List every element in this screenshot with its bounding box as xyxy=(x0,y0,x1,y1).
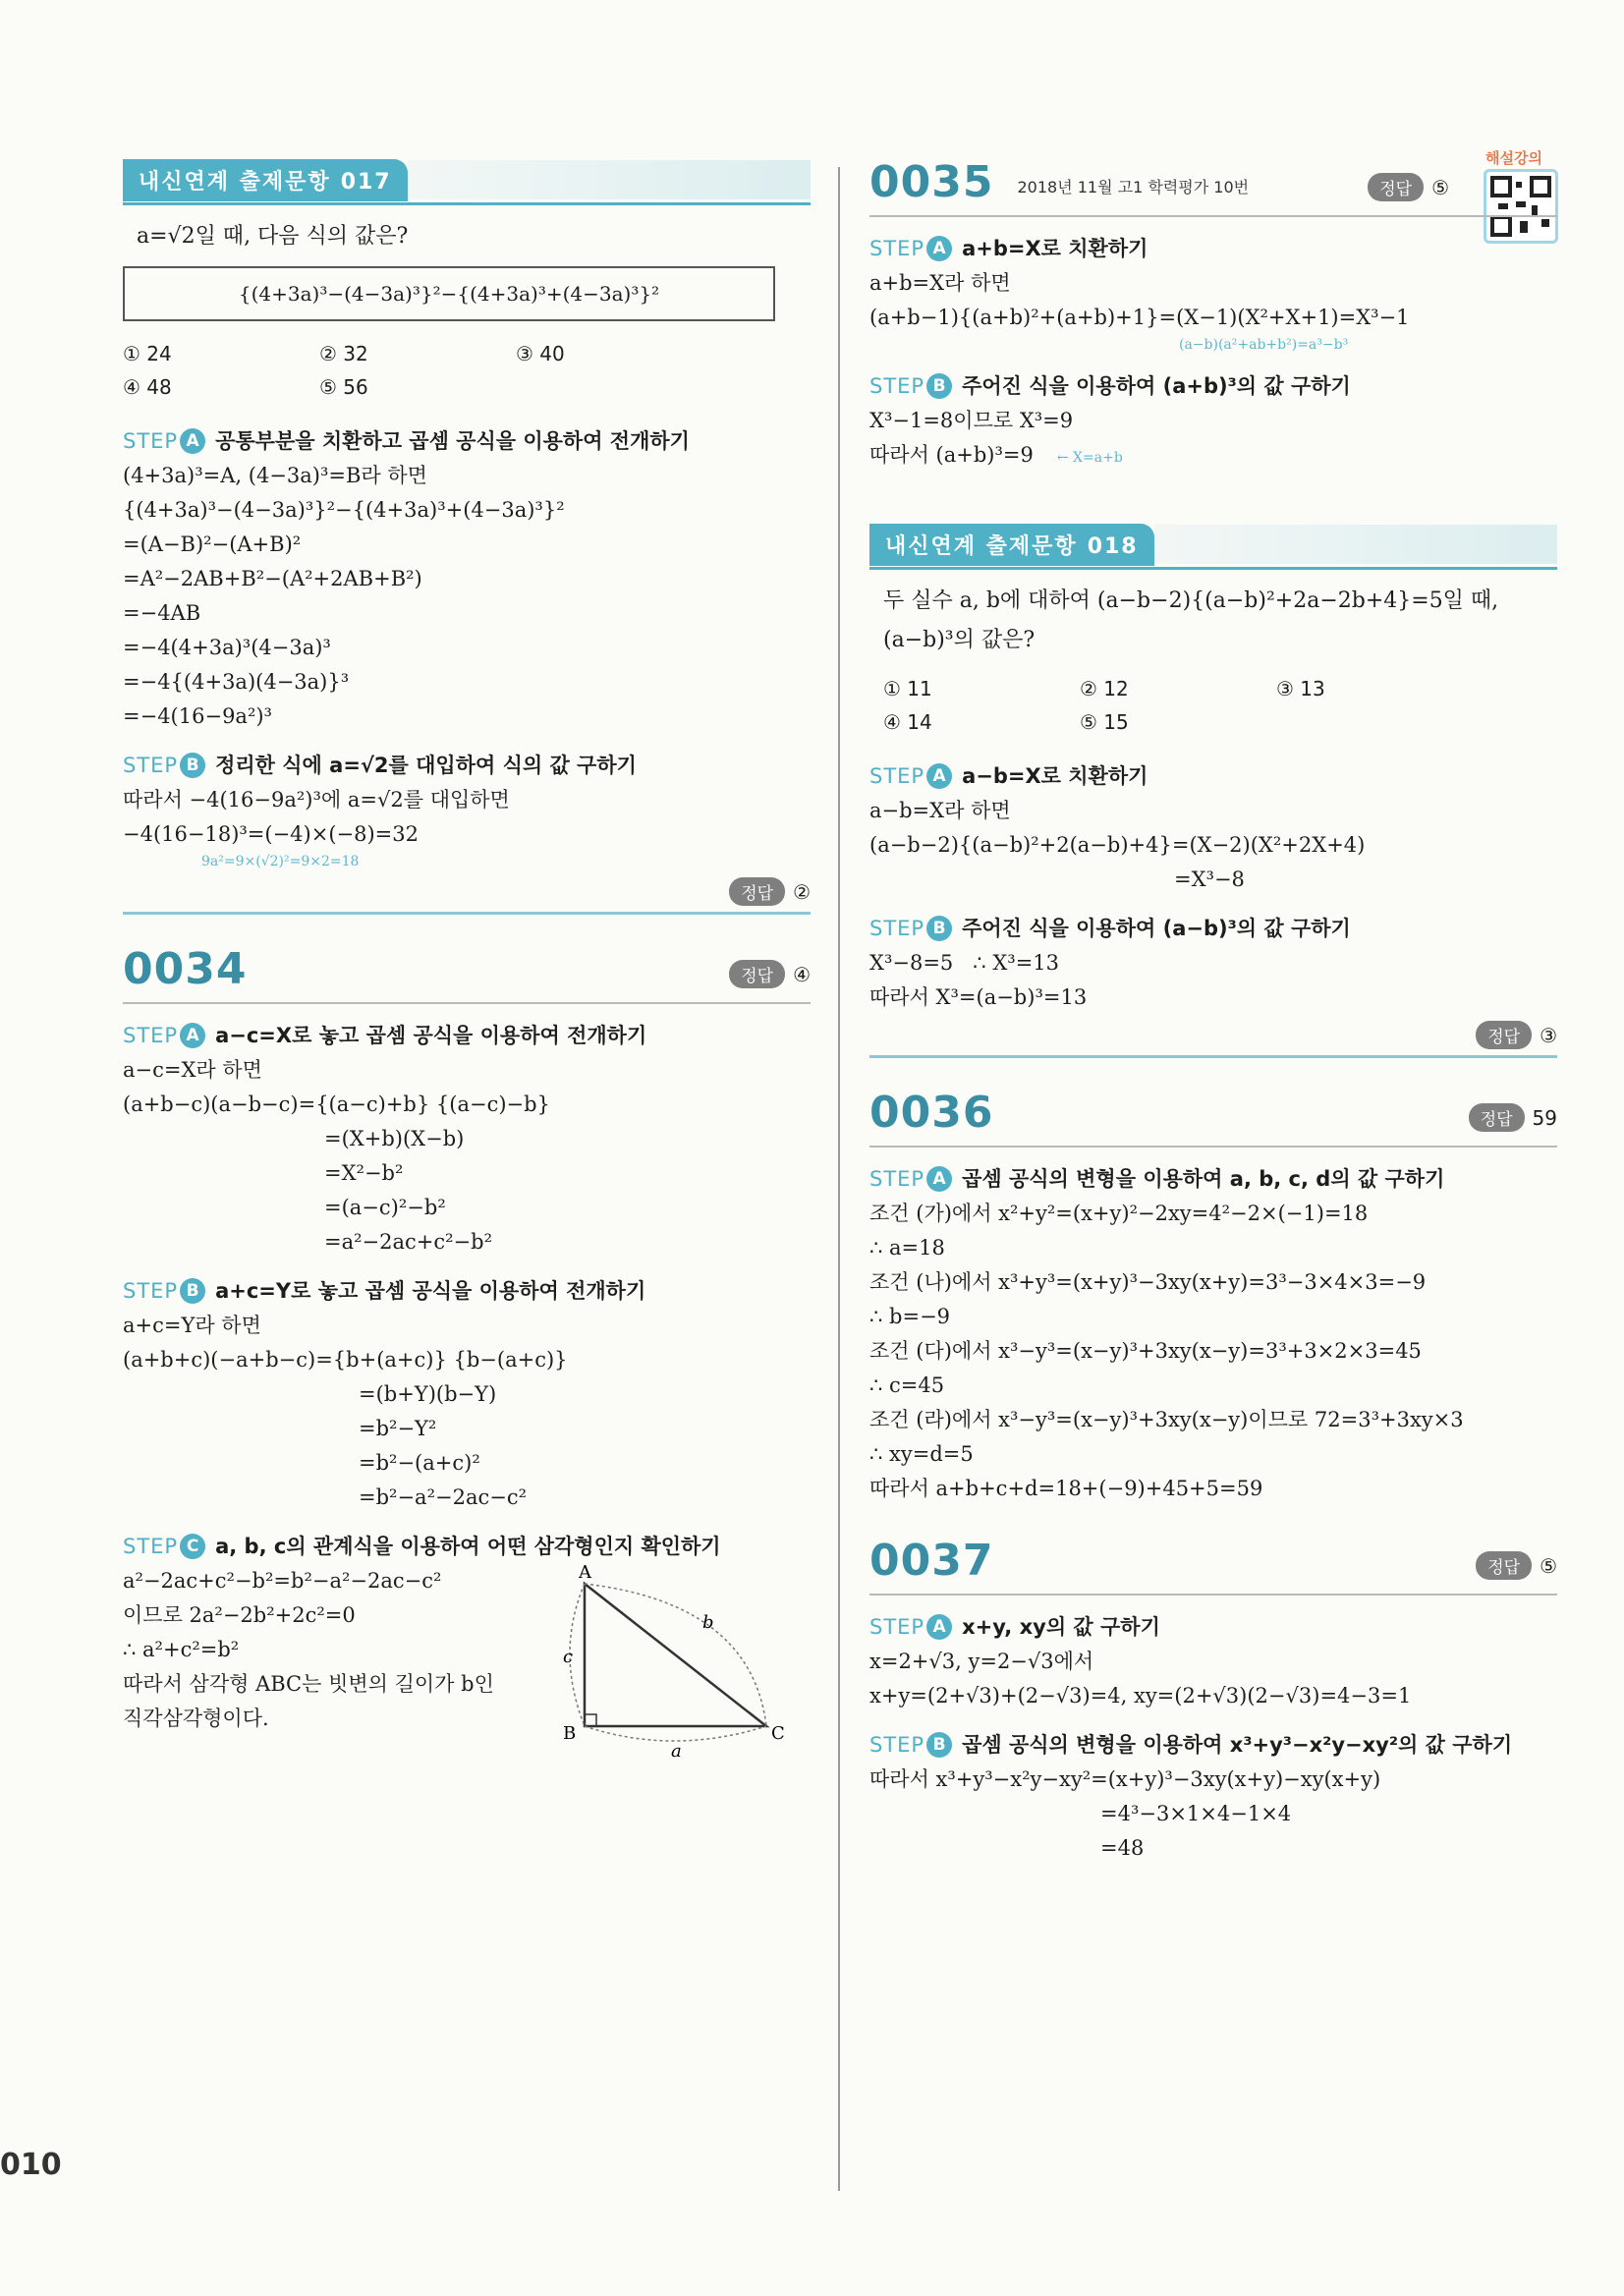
answer-badge: 정답 xyxy=(1469,1103,1525,1132)
step-heading: STEP A a−b=X로 치환하기 xyxy=(869,764,1148,788)
choice-5[interactable]: ⑤ 15 xyxy=(1080,710,1129,734)
problem-header xyxy=(869,157,1557,217)
side-note: 9a²=9×(√2)²=9×2=18 xyxy=(201,854,360,869)
solution-line: (a+b+c)(−a+b−c)={b+(a+c)} {b−(a+c)} xyxy=(123,1348,568,1372)
banner-tab: 내신연계 출제문항 018 xyxy=(869,524,1154,566)
problem-source: 2018년 11월 고1 학력평가 10번 xyxy=(1017,178,1250,196)
column-divider xyxy=(838,167,840,2191)
solution-line: X³−8=5 ∴ X³=13 xyxy=(869,951,1060,975)
related-problem-banner xyxy=(123,157,811,205)
solution-line: =b²−(a+c)² xyxy=(359,1451,480,1475)
solution-line: x+y=(2+√3)+(2−√3)=4, xy=(2+√3)(2−√3)=4−3=1 xyxy=(869,1684,1412,1708)
question-prompt: a=√2일 때, 다음 식의 값은? xyxy=(137,224,409,249)
problem-number: 0037 xyxy=(869,1536,994,1586)
solution-line: 이므로 2a²−2b²+2c²=0 xyxy=(123,1603,356,1627)
step-heading: STEP A x+y, xy의 값 구하기 xyxy=(869,1615,1160,1639)
problem-header xyxy=(123,944,811,1004)
side-b-label: b xyxy=(702,1612,714,1633)
problem-header xyxy=(869,1088,1557,1148)
choice-3[interactable]: ③ 40 xyxy=(516,342,565,365)
problem-number: 0036 xyxy=(869,1088,994,1138)
solution-line: a−b=X라 하면 xyxy=(869,799,1011,822)
answer-badge: 정답 xyxy=(1368,173,1424,201)
choice-2[interactable]: ② 12 xyxy=(1080,677,1129,700)
qr-label: 해설강의 xyxy=(1485,149,1542,167)
solution-line: ∴ a=18 xyxy=(869,1236,945,1260)
solution-line: =−4{(4+3a)(4−3a)}³ xyxy=(123,670,350,694)
solution-line: 조건 (가)에서 x²+y²=(x+y)²−2xy=4²−2×(−1)=18 xyxy=(869,1202,1369,1225)
choice-4[interactable]: ④ 48 xyxy=(123,375,172,399)
solution-line: =b²−a²−2ac−c² xyxy=(359,1485,528,1509)
step-heading: STEP A a+b=X로 치환하기 xyxy=(869,237,1148,260)
solution-line: 따라서 x³+y³−x²y−xy²=(x+y)³−3xy(x+y)−xy(x+y) xyxy=(869,1767,1381,1791)
solution-line: =A²−2AB+B²−(A²+2AB+B²) xyxy=(123,567,422,590)
problem-header xyxy=(869,1536,1557,1596)
answer-value: ② xyxy=(793,879,811,904)
banner-tab: 내신연계 출제문항 017 xyxy=(123,159,408,201)
solution-line: 조건 (라)에서 x³−y³=(x−y)³+3xy(x−y)이므로 72=3³+3xy×3 xyxy=(869,1408,1464,1431)
solution-line: X³−1=8이므로 X³=9 xyxy=(869,409,1074,432)
answer-row xyxy=(869,1021,1557,1049)
side-c-label: c xyxy=(563,1647,574,1667)
solution-line: (a−b−2){(a−b)²+2(a−b)+4}=(X−2)(X²+2X+4) xyxy=(869,833,1366,857)
answer-badge: 정답 xyxy=(729,960,785,988)
side-a-label: a xyxy=(671,1741,682,1761)
solution-line: a−c=X라 하면 xyxy=(123,1058,262,1082)
solution-line: =b²−Y² xyxy=(359,1417,437,1440)
vertex-a-label: A xyxy=(579,1564,591,1583)
solution-line: a+b=X라 하면 xyxy=(869,271,1011,295)
page-number: 010 xyxy=(0,2148,62,2182)
solution-line: =X³−8 xyxy=(1174,868,1245,891)
answer-value: ④ xyxy=(793,962,811,986)
solution-line: =(a−c)²−b² xyxy=(324,1196,446,1219)
expression-box: {(4+3a)³−(4−3a)³}²−{(4+3a)³+(4−3a)³}² xyxy=(123,266,775,321)
side-note: ← X=a+b xyxy=(1056,450,1123,466)
solution-line: =48 xyxy=(1100,1836,1145,1860)
question-prompt: (a−b)³의 값은? xyxy=(883,628,1036,652)
side-note: (a−b)(a²+ab+b²)=a³−b³ xyxy=(1179,337,1349,353)
solution-line: (4+3a)³=A, (4−3a)³=B라 하면 xyxy=(123,464,427,487)
problem-number: 0035 xyxy=(869,157,994,207)
answer-badge: 정답 xyxy=(1476,1551,1532,1580)
triangle-section xyxy=(123,1564,811,1761)
solution-line: 따라서 삼각형 ABC는 빗변의 길이가 b인 xyxy=(123,1672,494,1696)
solution-line: 조건 (다)에서 x³−y³=(x−y)³+3xy(x−y)=3³+3×2×3=45 xyxy=(869,1339,1422,1363)
answer-value: ⑤ xyxy=(1431,175,1449,199)
step-heading: STEP B 곱셈 공식의 변형을 이용하여 x³+y³−x²y−xy²의 값 구하기 xyxy=(869,1733,1513,1757)
answer-badge: 정답 xyxy=(1476,1021,1532,1049)
answer-value: 59 xyxy=(1532,1105,1557,1130)
solution-line: a+c=Y라 하면 xyxy=(123,1314,261,1337)
solution-line: 직각삼각형이다. xyxy=(123,1707,269,1730)
choice-4[interactable]: ④ 14 xyxy=(883,710,932,734)
answer-choices xyxy=(123,337,811,404)
solution-line: 따라서 a+b+c+d=18+(−9)+45+5=59 xyxy=(869,1477,1263,1500)
vertex-c-label: C xyxy=(771,1723,785,1744)
choice-2[interactable]: ② 32 xyxy=(319,342,368,365)
question-prompt: 두 실수 a, b에 대하여 (a−b−2){(a−b)²+2a−2b+4}=5일 때, xyxy=(883,588,1499,613)
step-heading: STEP B 정리한 식에 a=√2를 대입하여 식의 값 구하기 xyxy=(123,754,637,777)
step-heading: STEP A 곱셈 공식의 변형을 이용하여 a, b, c, d의 값 구하기 xyxy=(869,1167,1445,1191)
choice-1[interactable]: ① 11 xyxy=(883,677,932,700)
answer-row xyxy=(123,877,811,906)
solution-line: x=2+√3, y=2−√3에서 xyxy=(869,1650,1094,1673)
step-heading: STEP A a−c=X로 놓고 곱셈 공식을 이용하여 전개하기 xyxy=(123,1024,647,1047)
solution-line: =4³−3×1×4−1×4 xyxy=(1100,1802,1292,1825)
solution-line: −4(16−18)³=(−4)×(−8)=32 xyxy=(123,822,419,846)
solution-line: (a+b−1){(a+b)²+(a+b)+1}=(X−1)(X²+X+1)=X³−1 xyxy=(869,306,1410,329)
solution-line: {(4+3a)³−(4−3a)³}²−{(4+3a)³+(4−3a)³}² xyxy=(123,498,565,522)
choice-1[interactable]: ① 24 xyxy=(123,342,172,365)
solution-line: 따라서 −4(16−9a²)³에 a=√2를 대입하면 xyxy=(123,788,510,812)
vertex-b-label: B xyxy=(563,1723,577,1744)
answer-badge: 정답 xyxy=(729,877,785,906)
step-heading: STEP C a, b, c의 관계식을 이용하여 어떤 삼각형인지 확인하기 xyxy=(123,1535,721,1558)
answer-value: ⑤ xyxy=(1540,1553,1557,1578)
right-triangle-diagram xyxy=(555,1564,791,1764)
solution-line: =−4(4+3a)³(4−3a)³ xyxy=(123,636,331,659)
section-end-rule xyxy=(123,912,811,915)
step-heading: STEP B 주어진 식을 이용하여 (a−b)³의 값 구하기 xyxy=(869,917,1351,940)
answer-value: ③ xyxy=(1540,1023,1557,1047)
step-heading: STEP B a+c=Y로 놓고 곱셈 공식을 이용하여 전개하기 xyxy=(123,1279,646,1303)
solution-line: ∴ c=45 xyxy=(869,1373,945,1397)
solution-line: =−4AB xyxy=(123,601,201,625)
solution-line: =−4(16−9a²)³ xyxy=(123,704,272,728)
solution-line: (a+b−c)(a−b−c)={(a−c)+b} {(a−c)−b} xyxy=(123,1092,550,1116)
solution-line: ∴ b=−9 xyxy=(869,1305,951,1328)
choice-5[interactable]: ⑤ 56 xyxy=(319,375,368,399)
solution-line: =(X+b)(X−b) xyxy=(324,1127,465,1150)
solution-line: 따라서 X³=(a−b)³=13 xyxy=(869,985,1088,1009)
left-column xyxy=(123,157,811,1761)
solution-line: =X²−b² xyxy=(324,1161,404,1185)
step-heading: STEP A 공통부분을 치환하고 곱셈 공식을 이용하여 전개하기 xyxy=(123,429,690,453)
section-end-rule xyxy=(869,1055,1557,1058)
solution-line: ∴ xy=d=5 xyxy=(869,1442,974,1466)
right-column xyxy=(869,157,1557,1866)
answer-choices xyxy=(869,672,1557,739)
solution-line: =(b+Y)(b−Y) xyxy=(359,1382,497,1406)
choice-3[interactable]: ③ 13 xyxy=(1276,677,1325,700)
solution-line: ∴ a²+c²=b² xyxy=(123,1638,240,1661)
related-problem-banner xyxy=(869,522,1557,570)
solution-line: 조건 (나)에서 x³+y³=(x+y)³−3xy(x+y)=3³−3×4×3=−9 xyxy=(869,1270,1427,1294)
problem-number: 0034 xyxy=(123,944,248,994)
solution-line: =(A−B)²−(A+B)² xyxy=(123,532,302,556)
solution-line: 따라서 (a+b)³=9 ← X=a+b xyxy=(869,443,1123,467)
solution-line: =a²−2ac+c²−b² xyxy=(324,1230,493,1254)
solution-line: a²−2ac+c²−b²=b²−a²−2ac−c² xyxy=(123,1569,442,1593)
step-heading: STEP B 주어진 식을 이용하여 (a+b)³의 값 구하기 xyxy=(869,374,1351,398)
